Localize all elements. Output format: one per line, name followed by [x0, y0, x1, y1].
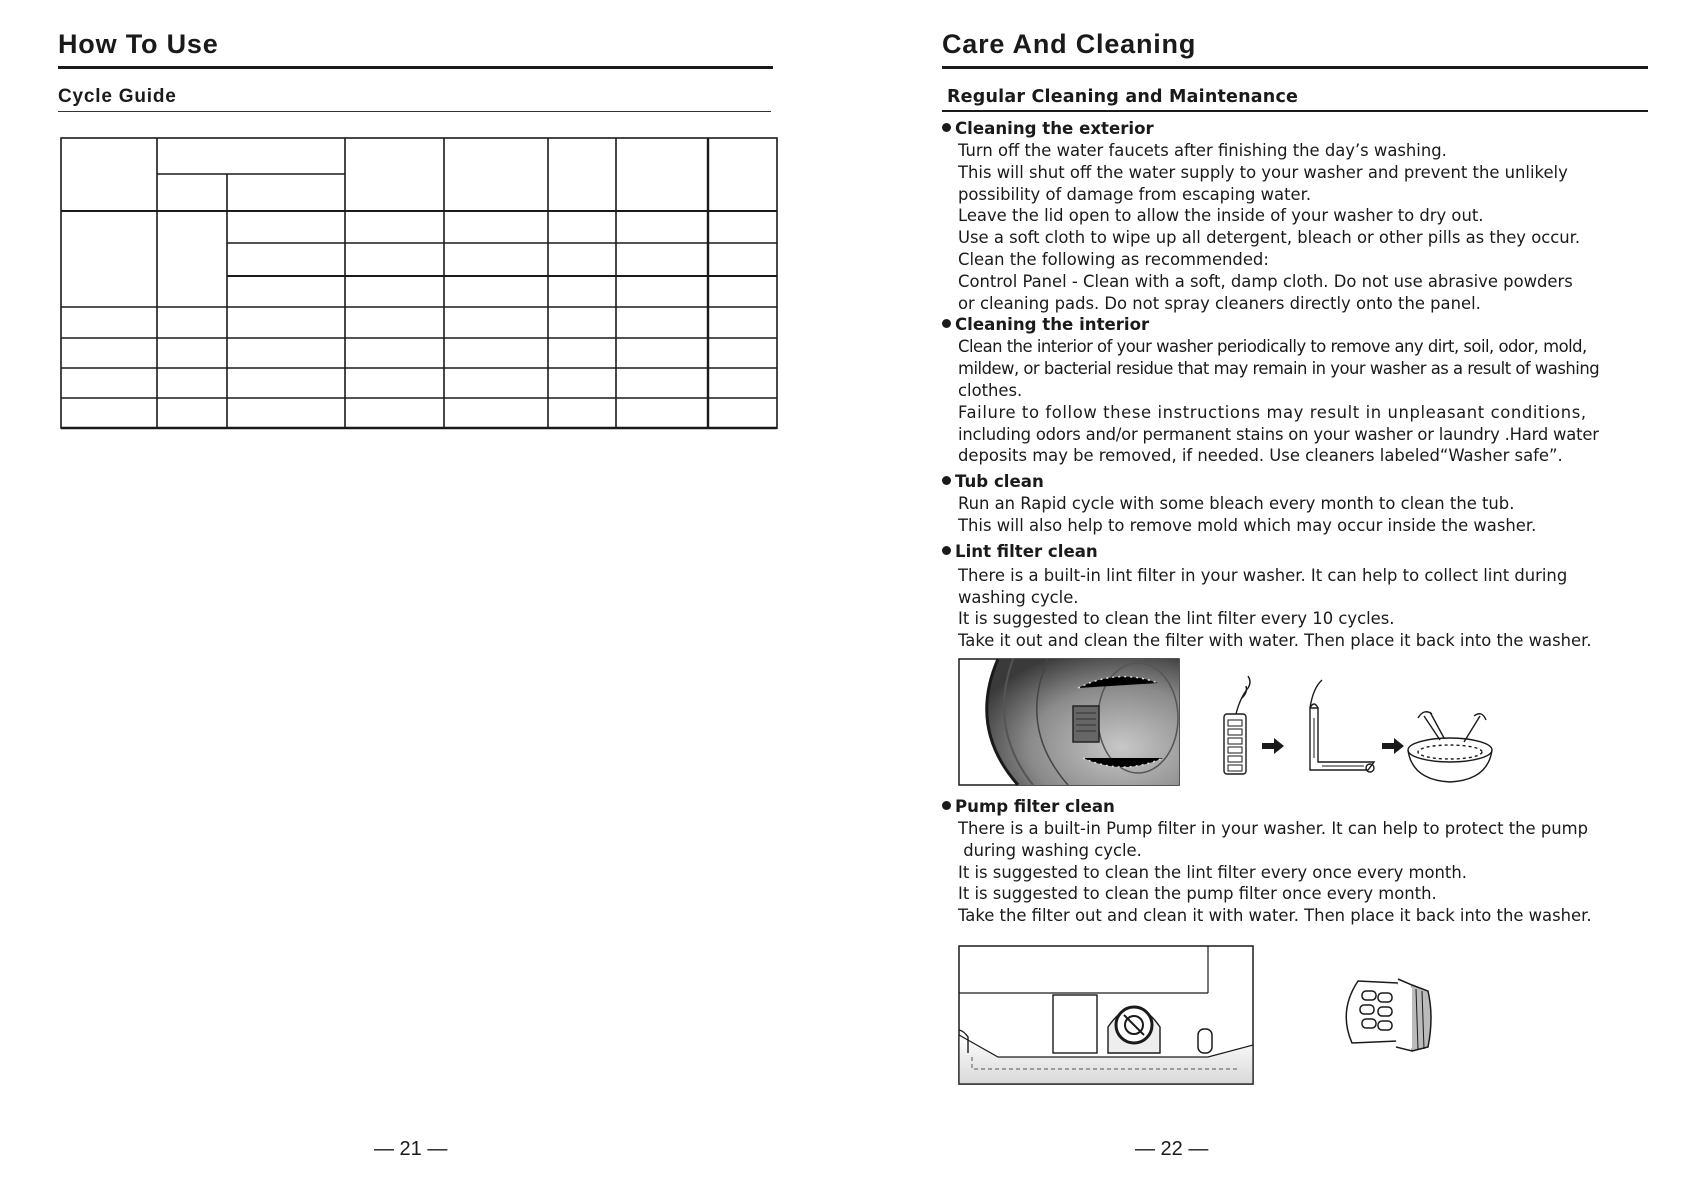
text-line: Turn off the water faucets after finishing the day’s washing. [958, 141, 1447, 160]
bullet-icon [942, 546, 951, 555]
pump-filter-part-illustration [1338, 971, 1448, 1071]
bullet-icon [942, 801, 951, 810]
lint-filter-removal-steps-illustration [1218, 658, 1508, 786]
text-line: deposits may be removed, if needed. Use cleaners labeled“Washer safe”. [958, 446, 1563, 466]
text-line: It is suggested to clean the lint filter every once every month. [958, 862, 1467, 882]
text-line: washing cycle. [958, 587, 1079, 607]
care-content [942, 118, 1662, 1085]
right-page [842, 0, 1684, 1191]
text-line: Run an Rapid cycle with some bleach every month to clean the tub. [958, 494, 1515, 514]
interior-text [958, 336, 1662, 467]
pump-text [958, 818, 1662, 927]
section-heading-pump: Pump filter clean [942, 796, 1662, 818]
text-line: It is suggested to clean the lint filter every 10 cycles. [958, 609, 1395, 629]
bullet-icon [942, 319, 951, 328]
page-title: How To Use [58, 29, 219, 59]
text-line: This will shut off the water supply to your washer and prevent the unlikely [958, 162, 1568, 182]
page-number: — 21 — [374, 1138, 448, 1160]
text-line: Failure to follow these instructions may result in unpleasant conditions, [958, 402, 1587, 422]
pump-figures [958, 945, 1662, 1085]
text-line: Control Panel - Clean with a soft, damp cloth. Do not use abrasive powders [958, 271, 1573, 291]
text-line: Leave the lid open to allow the inside of your washer to dry out. [958, 206, 1484, 226]
section-heading-lint: Lint filter clean [942, 541, 1662, 563]
page-number: — 22 — [1135, 1138, 1209, 1160]
text-line: Clean the following as recommended: [958, 249, 1269, 269]
subtitle-rule [942, 110, 1648, 112]
text-line: clothes. [958, 380, 1023, 400]
text-line: It is suggested to clean the pump filter once every month. [958, 884, 1437, 904]
bullet-icon [942, 123, 951, 132]
exterior-text [958, 140, 1662, 314]
text-line: Take the filter out and clean it with water. Then place it back into the washer. [958, 906, 1592, 926]
text-line: during washing cycle. [958, 840, 1142, 860]
text-line: Take it out and clean the filter with water. Then place it back into the washer. [958, 631, 1592, 651]
section-subtitle: Cycle Guide [58, 86, 177, 107]
section-subtitle: Regular Cleaning and Maintenance [947, 87, 1299, 107]
lint-text [958, 565, 1662, 652]
section-heading-exterior: Cleaning the exterior [942, 118, 1662, 140]
title-rule [942, 66, 1648, 69]
text-line: mildew, or bacterial residue that may remain in your washer as a result of washing [958, 359, 1600, 379]
text-line: including odors and/or permanent stains on your washer or laundry .Hard water [958, 424, 1599, 444]
section-heading-interior: Cleaning the interior [942, 314, 1662, 336]
tub-text [958, 493, 1662, 537]
text-line: Use a soft cloth to wipe up all detergent, bleach or other pills as they occur. [958, 228, 1581, 248]
bullet-icon [942, 476, 951, 485]
text-line: This will also help to remove mold which may occur inside the washer. [958, 515, 1537, 535]
table-outline [61, 138, 777, 428]
text-line: There is a built-in Pump filter in your washer. It can help to protect the pump [958, 818, 1589, 838]
text-line: or cleaning pads. Do not spray cleaners directly onto the panel. [958, 293, 1481, 313]
page-title: Care And Cleaning [942, 29, 1197, 59]
cycle-guide-table [0, 0, 842, 440]
washer-drum-lint-filter-illustration [958, 658, 1180, 786]
section-heading-tub: Tub clean [942, 471, 1662, 493]
washer-base-pump-filter-illustration [958, 945, 1254, 1085]
text-line: possibility of damage from escaping water. [958, 184, 1312, 204]
text-line: Clean the interior of your washer periodically to remove any dirt, soil, odor, mold, [958, 337, 1587, 357]
lint-figures [958, 658, 1662, 786]
text-line: There is a built-in lint filter in your washer. It can help to collect lint during [958, 565, 1568, 585]
